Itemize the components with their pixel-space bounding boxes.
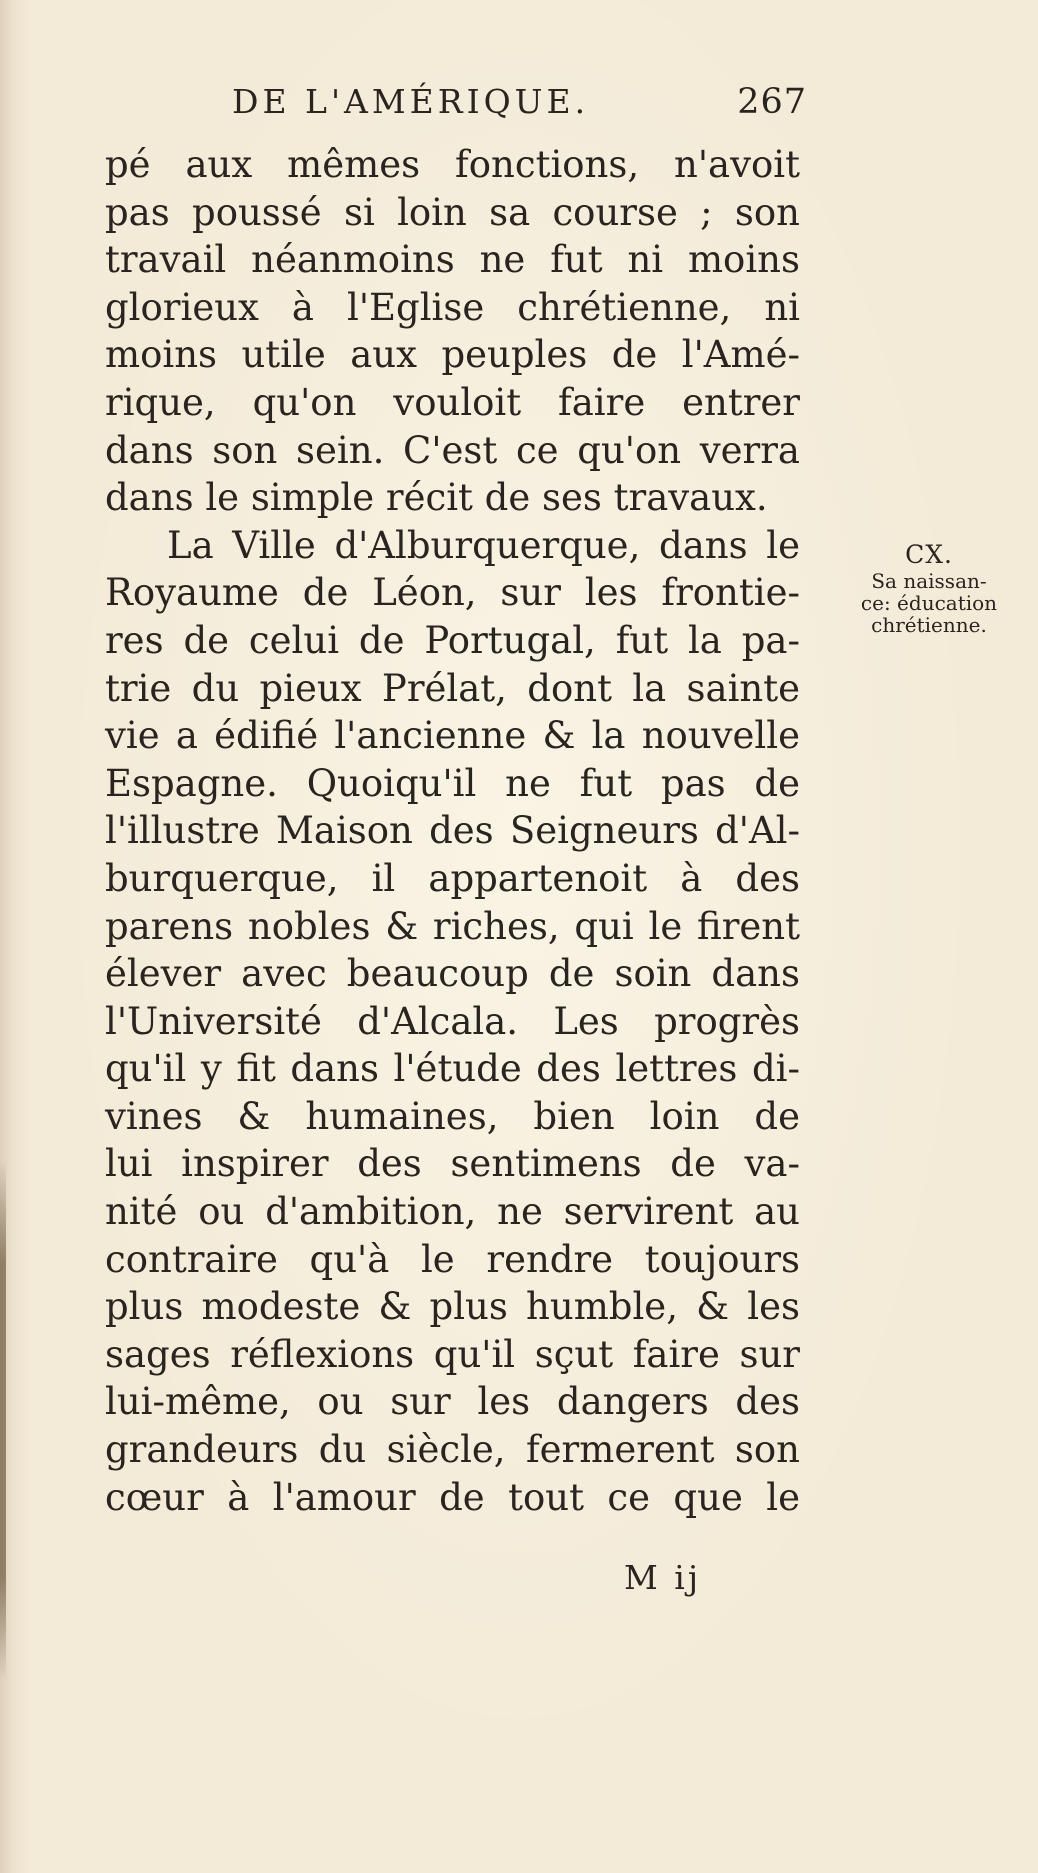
page-header	[232, 82, 807, 132]
text-line: pé aux mêmes fonctions, n'avoit	[105, 143, 800, 186]
text-line: dans le simple récit de ses travaux.	[105, 476, 768, 520]
page-number: 267	[737, 82, 807, 122]
text-line: l'Université d'Alcala. Les progrès	[105, 999, 800, 1043]
text-line: Espagne. Quoiqu'il ne fut pas de	[105, 761, 800, 805]
text-line: lui inspirer des sentimens de va-	[105, 1142, 800, 1186]
margin-note-number: CX.	[905, 540, 953, 569]
text-line: res de celui de Portugal, fut la pa-	[105, 618, 800, 662]
text-line: La Ville d'Alburquerque, dans le	[167, 523, 800, 567]
text-line: moins utile aux peuples de l'Amé-	[105, 333, 800, 377]
text-line: trie du pieux Prélat, dont la sainte	[105, 666, 800, 710]
text-line: rique, qu'on vouloit faire entrer	[105, 380, 800, 424]
text-line: cœur à l'amour de tout ce que le	[105, 1475, 800, 1519]
text-line: glorieux à l'Eglise chrétienne, ni	[105, 285, 800, 329]
text-line: grandeurs du siècle, fermerent son	[105, 1428, 800, 1472]
text-line: parens nobles & riches, qui le firent	[105, 904, 800, 948]
text-line: qu'il y fit dans l'étude des lettres di-	[105, 1047, 800, 1091]
margin-note-line: ce: éducation	[860, 591, 998, 615]
text-line: burquerque, il appartenoit à des	[105, 856, 800, 900]
text-line: pas poussé si loin sa course ; son	[105, 190, 800, 234]
margin-note-line: chrétienne.	[871, 613, 987, 637]
text-line: travail néanmoins ne fut ni moins	[105, 238, 800, 282]
text-line: vie a édifié l'ancienne & la nouvelle	[105, 714, 800, 758]
running-head: DE L'AMÉRIQUE.	[232, 82, 590, 121]
body-text	[105, 141, 800, 1521]
margin-note-line: Sa naissan-	[871, 569, 987, 593]
text-line: Royaume de Léon, sur les frontie-	[105, 571, 800, 615]
text-line: élever avec beaucoup de soin dans	[105, 952, 800, 996]
text-line: sages réflexions qu'il sçut faire sur	[105, 1332, 800, 1376]
text-line: vines & humaines, bien loin de	[105, 1094, 800, 1138]
text-line: nité ou d'ambition, ne servirent au	[105, 1190, 800, 1234]
signature-mark: M ij	[624, 1558, 702, 1597]
text-line: dans son sein. C'est ce qu'on verra	[105, 428, 800, 472]
margin-note	[834, 540, 1024, 636]
text-line: plus modeste & plus humble, & les	[105, 1285, 800, 1329]
text-line: lui-même, ou sur les dangers des	[105, 1380, 800, 1424]
text-line: contraire qu'à le rendre toujours	[105, 1237, 800, 1281]
text-line: l'illustre Maison des Seigneurs d'Al-	[105, 809, 800, 853]
page-edge-shadow	[0, 1160, 6, 1680]
